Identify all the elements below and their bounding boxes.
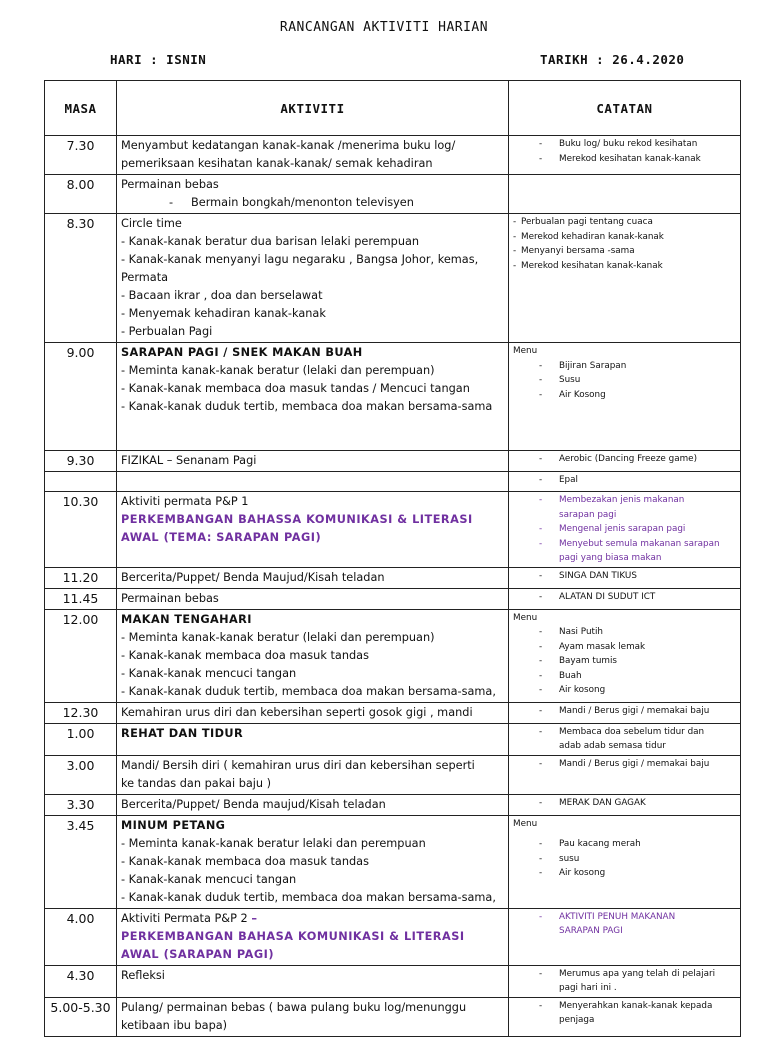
note-item: - Mandi / Berus gigi / memakai baju <box>513 704 736 719</box>
activity-cell <box>117 723 509 755</box>
activity-line: ke tandas dan pakai baju ) <box>121 776 272 790</box>
activity-line: Mandi/ Bersih diri ( kemahiran urus diri dan kebersihan seperti <box>121 758 475 772</box>
column-header-catatan: CATATAN <box>509 81 741 136</box>
activity-line: - Meminta kanak-kanak beratur (lelaki dan perempuan) <box>121 630 435 644</box>
table-row <box>45 755 741 794</box>
page-title: RANCANGAN AKTIVITI HARIAN <box>279 20 489 35</box>
activity-theme: PERKEMBANGAN BAHASSA KOMUNIKASI & LITERASI <box>121 513 473 526</box>
activity-line: FIZIKAL – Senanam Pagi <box>121 454 257 467</box>
note-item: - AKTIVITI PENUH MAKANAN <box>513 910 736 925</box>
table-row <box>45 343 741 451</box>
activity-cell <box>117 965 509 997</box>
activity-text: Bermain bongkah/menonton televisyen <box>191 196 414 209</box>
activity-line: - Kanak-kanak membaca doa masuk tandas <box>121 854 369 868</box>
table-row <box>45 997 741 1036</box>
table-row <box>45 175 741 214</box>
note-item: - Menyebut semula makanan sarapan <box>513 537 736 552</box>
time-cell: 11.45 <box>45 588 117 609</box>
activity-theme: PERKEMBANGAN BAHASA KOMUNIKASI & LITERASI <box>121 929 465 943</box>
activity-line: - Kanak-kanak beratur dua barisan lelaki perempuan <box>121 235 420 248</box>
activity-theme: AWAL (SARAPAN PAGI) <box>121 947 275 961</box>
activity-line: - Kanak-kanak duduk tertib, membaca doa makan bersama-sama, <box>121 684 496 698</box>
table-header-row <box>45 81 741 136</box>
activity-cell <box>117 997 509 1036</box>
time-cell: 4.30 <box>45 965 117 997</box>
activity-line <box>121 194 504 212</box>
note-item: - Merekod kesihatan kanak-kanak <box>513 152 736 167</box>
activity-heading: SARAPAN PAGI / SNEK MAKAN BUAH <box>121 346 363 359</box>
note-item: - Membezakan jenis makanan <box>513 493 736 508</box>
menu-item: - Nasi Putih <box>513 625 736 640</box>
note-cell <box>509 492 741 568</box>
menu-item: - Air Kosong <box>513 388 736 403</box>
activity-cell <box>117 492 509 568</box>
activity-cell <box>117 136 509 175</box>
note-cell <box>509 175 741 214</box>
note-cell <box>509 214 741 343</box>
day-label: HARI : ISNIN <box>110 52 207 67</box>
activity-line: - Kanak-kanak duduk tertib, membaca doa makan bersama-sama, <box>121 890 496 904</box>
table-row <box>45 451 741 472</box>
activity-heading: MINUM PETANG <box>121 818 226 832</box>
menu-item: - Air kosong <box>513 866 736 881</box>
activity-line: - Kanak-kanak membaca doa masuk tandas / Mencuci tangan <box>121 382 470 395</box>
activity-cell <box>117 609 509 702</box>
activity-line: Permainan bebas <box>121 591 219 605</box>
activity-line: - Kanak-kanak mencuci tangan <box>121 666 297 680</box>
activity-theme: AWAL (TEMA: SARAPAN PAGI) <box>121 531 322 544</box>
note-item: - Mandi / Berus gigi / memakai baju <box>513 757 736 772</box>
table-row <box>45 723 741 755</box>
activity-line: Aktiviti permata P&P 1 <box>121 495 249 508</box>
note-cell <box>509 567 741 588</box>
note-cell <box>509 723 741 755</box>
time-cell: 12.30 <box>45 702 117 723</box>
note-cell <box>509 136 741 175</box>
time-cell: 3.00 <box>45 755 117 794</box>
bullet-dash: - <box>169 196 192 209</box>
time-cell: 3.45 <box>45 815 117 908</box>
activity-line: - Perbualan Pagi <box>121 325 213 338</box>
activity-cell <box>117 567 509 588</box>
activity-line: Refleksi <box>121 968 165 982</box>
activity-dash: – <box>251 911 258 925</box>
note-item: - Perbualan pagi tentang cuaca <box>513 215 736 230</box>
activity-line: - Meminta kanak-kanak beratur lelaki dan perempuan <box>121 836 426 850</box>
time-cell: 8.00 <box>45 175 117 214</box>
note-cell <box>509 472 741 492</box>
time-cell: 12.00 <box>45 609 117 702</box>
menu-item: - Buah <box>513 669 736 684</box>
activity-line: - Kanak-kanak menyanyi lagu negaraku , Bangsa Johor, kemas, <box>121 253 479 266</box>
note-cell <box>509 794 741 815</box>
activity-line: - Kanak-kanak membaca doa masuk tandas <box>121 648 369 662</box>
column-header-masa: MASA <box>45 81 117 136</box>
activity-line: Bercerita/Puppet/ Benda maujud/Kisah teladan <box>121 797 386 811</box>
menu-item: - susu <box>513 852 736 867</box>
activity-line: - Bacaan ikrar , doa dan berselawat <box>121 289 323 302</box>
activity-line <box>121 910 504 928</box>
note-cell <box>509 997 741 1036</box>
date-label: TARIKH : 26.4.2020 <box>540 52 685 67</box>
activity-line: Kemahiran urus diri dan kebersihan seperti gosok gigi , mandi <box>121 705 473 719</box>
menu-item: - Ayam masak lemak <box>513 640 736 655</box>
table-row <box>45 472 741 492</box>
time-cell: 7.30 <box>45 136 117 175</box>
note-item: - MERAK DAN GAGAK <box>513 796 736 811</box>
note-item: - Membaca doa sebelum tidur dan <box>513 725 736 740</box>
activity-cell <box>117 702 509 723</box>
table-row <box>45 965 741 997</box>
time-cell: 11.20 <box>45 567 117 588</box>
table-row <box>45 136 741 175</box>
activity-cell <box>117 343 509 451</box>
note-item: - Menyerahkan kanak-kanak kepada <box>513 999 736 1014</box>
schedule-table <box>44 80 741 1037</box>
time-cell: 9.30 <box>45 451 117 472</box>
activity-cell <box>117 794 509 815</box>
activity-line: - Kanak-kanak duduk tertib, membaca doa makan bersama-sama <box>121 400 493 413</box>
note-item: - Mengenal jenis sarapan pagi <box>513 522 736 537</box>
time-cell: 5.00-5.30 <box>45 997 117 1036</box>
menu-item: - Susu <box>513 373 736 388</box>
note-cell <box>509 609 741 702</box>
activity-line: - Meminta kanak-kanak beratur (lelaki dan perempuan) <box>121 364 435 377</box>
activity-heading: MAKAN TENGAHARI <box>121 612 252 626</box>
time-cell <box>45 472 117 492</box>
note-cell <box>509 908 741 965</box>
menu-label: Menu <box>513 818 538 829</box>
time-cell: 4.00 <box>45 908 117 965</box>
menu-item: - Pau kacang merah <box>513 837 736 852</box>
menu-label: Menu <box>513 346 538 356</box>
note-cell <box>509 965 741 997</box>
note-item: - Epal <box>513 473 736 488</box>
activity-cell <box>117 214 509 343</box>
activity-line: ketibaan ibu bapa) <box>121 1018 228 1032</box>
activity-cell <box>117 451 509 472</box>
note-item: - SINGA DAN TIKUS <box>513 569 736 584</box>
note-cell <box>509 815 741 908</box>
note-cell <box>509 702 741 723</box>
activity-line: pemeriksaan kesihatan kanak-kanak/ semak kehadiran <box>121 157 433 170</box>
table-row <box>45 567 741 588</box>
activity-cell <box>117 588 509 609</box>
note-cell <box>509 755 741 794</box>
time-cell: 3.30 <box>45 794 117 815</box>
table-row <box>45 702 741 723</box>
column-header-aktiviti: AKTIVITI <box>117 81 509 136</box>
table-row <box>45 214 741 343</box>
note-continuation: pagi yang biasa makan <box>559 553 662 563</box>
time-cell: 8.30 <box>45 214 117 343</box>
note-cell <box>509 588 741 609</box>
activity-line: Circle time <box>121 217 182 230</box>
activity-line: Bercerita/Puppet/ Benda Maujud/Kisah teladan <box>121 570 385 584</box>
time-cell: 10.30 <box>45 492 117 568</box>
note-item: - Merekod kesihatan kanak-kanak <box>513 259 736 274</box>
note-item: - Menyanyi bersama -sama <box>513 244 736 259</box>
activity-cell <box>117 175 509 214</box>
activity-line: Permainan bebas <box>121 178 219 191</box>
activity-line: Pulang/ permainan bebas ( bawa pulang buku log/menunggu <box>121 1000 467 1014</box>
table-row <box>45 815 741 908</box>
menu-label: Menu <box>513 612 538 623</box>
activity-cell <box>117 908 509 965</box>
time-cell: 9.00 <box>45 343 117 451</box>
note-cell <box>509 343 741 451</box>
table-row <box>45 908 741 965</box>
activity-cell <box>117 472 509 492</box>
activity-line: Menyambut kedatangan kanak-kanak /menerima buku log/ <box>121 139 456 152</box>
activity-text: Aktiviti Permata P&P 2 <box>121 911 248 925</box>
note-item: - Aerobic (Dancing Freeze game) <box>513 452 736 467</box>
activity-cell <box>117 815 509 908</box>
activity-line: Permata <box>121 271 169 284</box>
time-cell: 1.00 <box>45 723 117 755</box>
table-row <box>45 588 741 609</box>
note-item: - ALATAN DI SUDUT ICT <box>513 590 736 605</box>
activity-line: - Menyemak kehadiran kanak-kanak <box>121 307 326 320</box>
note-item: - Merumus apa yang telah di pelajari <box>513 967 736 982</box>
activity-heading: REHAT DAN TIDUR <box>121 726 244 740</box>
table-row <box>45 609 741 702</box>
table-row <box>45 492 741 568</box>
note-continuation: sarapan pagi <box>559 509 617 520</box>
activity-cell <box>117 755 509 794</box>
table-row <box>45 794 741 815</box>
menu-item: - Bijiran Sarapan <box>513 359 736 374</box>
note-continuation: adab adab semasa tidur <box>559 741 666 751</box>
menu-item: - Bayam tumis <box>513 654 736 669</box>
note-item: - Merekod kehadiran kanak-kanak <box>513 230 736 245</box>
note-continuation: penjaga <box>559 1015 595 1025</box>
note-continuation: SARAPAN PAGI <box>559 926 623 936</box>
note-continuation: pagi hari ini . <box>559 983 617 993</box>
note-item: - Buku log/ buku rekod kesihatan <box>513 137 736 152</box>
note-cell <box>509 451 741 472</box>
activity-line: - Kanak-kanak mencuci tangan <box>121 872 297 886</box>
menu-item: - Air kosong <box>513 683 736 698</box>
